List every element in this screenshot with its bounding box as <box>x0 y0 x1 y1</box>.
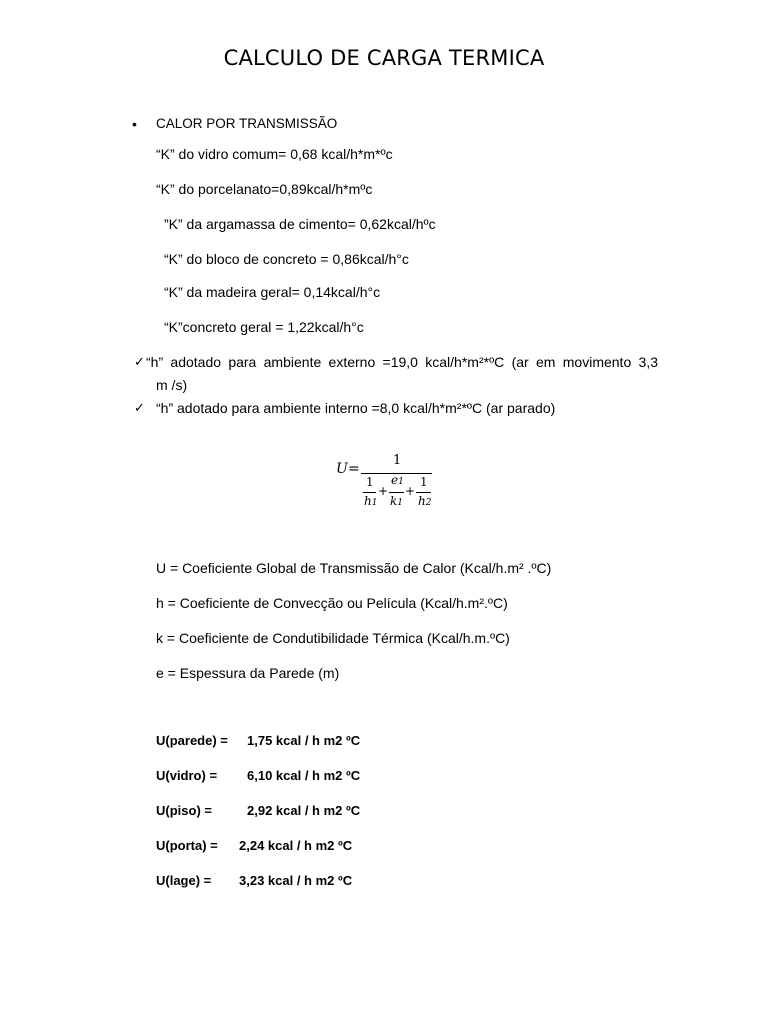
result-label-floor: U(piso) = <box>156 803 212 818</box>
plus-sign: + <box>405 484 416 498</box>
term3-bar <box>416 492 431 493</box>
h-value-external-cont: m /s) <box>156 377 188 393</box>
k-value-wood: “K” da madeira geral= 0,14kcal/h°c <box>164 284 381 300</box>
k-value-concrete: “K”concreto geral = 1,22kcal/h°c <box>164 319 364 335</box>
result-value-wall: 1,75 kcal / h m2 ºC <box>247 733 361 748</box>
term1-numerator: 1 <box>366 475 374 489</box>
term1-bar <box>363 492 376 493</box>
term2-numerator: e1 <box>391 473 404 487</box>
h-value-external: “h” adotado para ambiente externo =19,0 kcal/h*m²*ºC (ar em movimento 3,3 <box>146 354 658 370</box>
definition-u: U = Coeficiente Global de Transmissão de Calor (Kcal/h.m² .ºC) <box>156 560 552 576</box>
result-value-glass: 6,10 kcal / h m2 ºC <box>247 768 361 783</box>
term2-denominator: k1 <box>390 494 404 508</box>
checkmark-icon: ✓ <box>134 354 145 369</box>
page-title: CALCULO DE CARGA TERMICA <box>223 46 545 70</box>
result-label-glass: U(vidro) = <box>156 768 218 783</box>
result-label-door: U(porta) = <box>156 838 218 853</box>
result-label-slab: U(lage) = <box>156 873 212 888</box>
h-value-internal: “h” adotado para ambiente interno =8,0 kcal/h*m²*ºC (ar parado) <box>156 400 556 416</box>
result-value-door: 2,24 kcal / h m2 ºC <box>239 838 353 853</box>
term3-numerator: 1 <box>420 475 428 489</box>
term2-bar <box>389 492 404 493</box>
formula-equals: = <box>348 461 360 477</box>
formula-lhs: U <box>336 461 348 477</box>
result-value-slab: 3,23 kcal / h m2 ºC <box>239 873 353 888</box>
term1-denominator: h1 <box>364 494 378 508</box>
k-value-mortar: ”K” da argamassa de cimento= 0,62kcal/hºc <box>164 216 436 232</box>
bullet-marker: • <box>132 116 137 132</box>
term3-denominator: h2 <box>418 494 432 508</box>
definition-h: h = Coeficiente de Convecção ou Película (Kcal/h.m².ºC) <box>156 595 508 611</box>
k-value-glass: “K” do vidro comum= 0,68 kcal/h*m*ºc <box>156 146 393 162</box>
checkmark-icon: ✓ <box>134 400 145 415</box>
formula-numerator: 1 <box>393 453 402 468</box>
definition-e: e = Espessura da Parede (m) <box>156 665 340 681</box>
result-value-floor: 2,92 kcal / h m2 ºC <box>247 803 361 818</box>
plus-sign: + <box>378 484 389 498</box>
section-heading: CALOR POR TRANSMISSÃO <box>156 116 338 131</box>
definition-k: k = Coeficiente de Condutibilidade Térmica (Kcal/h.m.ºC) <box>156 630 510 646</box>
result-label-wall: U(parede) = <box>156 733 228 748</box>
k-value-porcelain: “K” do porcelanato=0,89kcal/h*mºc <box>156 181 373 197</box>
k-value-concrete-block: “K” do bloco de concreto = 0,86kcal/h°c <box>164 251 409 267</box>
